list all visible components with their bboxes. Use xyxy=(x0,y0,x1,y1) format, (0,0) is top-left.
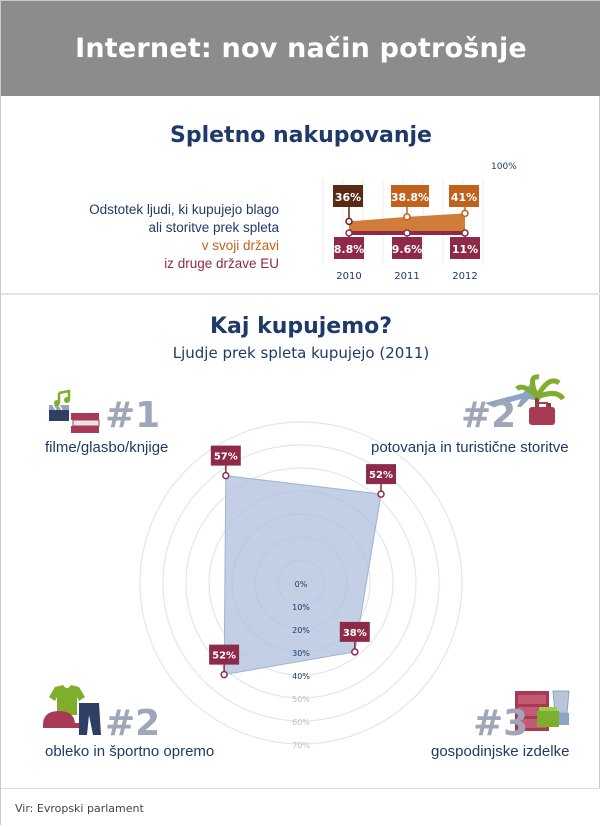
category-label-household: gospodinjske izdelke xyxy=(431,743,570,760)
radar-axis-tick-label: 70% xyxy=(292,741,310,750)
legend-series-own-country: v svoji državi xyxy=(201,238,279,253)
legend-series-other-eu: iz druge države EU xyxy=(164,256,279,271)
area-point-own-country xyxy=(462,210,468,216)
area-x-tick-label: 2012 xyxy=(452,271,478,282)
area-point-other-eu xyxy=(346,230,352,236)
film-music-books-icon xyxy=(47,389,103,437)
rank-2-travel-label: #2 xyxy=(461,395,517,436)
section-title-online-shopping: Spletno nakupovanje xyxy=(170,123,432,148)
area-point-own-country xyxy=(346,218,352,224)
area-value-label-other-eu: 9.6% xyxy=(391,243,423,256)
section-title-what-we-buy: Kaj kupujemo? xyxy=(209,314,393,339)
online-shopping-area-chart xyxy=(1,1,600,301)
area-point-other-eu xyxy=(462,230,468,236)
area-value-label-own-country: 38.8% xyxy=(390,191,430,204)
radar-point xyxy=(223,473,229,479)
radar-axis-tick-label: 20% xyxy=(292,626,310,635)
radar-axis-tick-label: 50% xyxy=(292,695,310,704)
page-title: Internet: nov način potrošnje xyxy=(75,33,527,64)
radar-point xyxy=(221,672,227,678)
area-value-label-own-country: 36% xyxy=(334,191,362,204)
rank-2-clothing-label: #2 xyxy=(105,703,161,744)
radar-axis-tick-label: 0% xyxy=(294,580,308,589)
category-label-travel: potovanja in turistične storitve xyxy=(371,439,569,456)
area-ylim-label: 100% xyxy=(491,162,517,172)
category-label-clothing: obleko in športno opremo xyxy=(45,743,215,760)
radar-axis-tick-label: 30% xyxy=(292,649,310,658)
area-point-other-eu xyxy=(404,230,410,236)
section-subtitle: Ljudje prek spleta kupujejo (2011) xyxy=(172,344,430,362)
area-point-own-country xyxy=(404,214,410,220)
source-note: Vir: Evropski parlament xyxy=(15,802,144,815)
radar-area xyxy=(224,476,381,675)
radar-value-label: 52% xyxy=(212,650,237,662)
footer xyxy=(1,788,600,827)
rank-1-label: #1 xyxy=(105,395,161,436)
area-value-label-other-eu: 11% xyxy=(451,243,479,256)
legend-line-1: Odstotek ljudi, ki kupujejo blago xyxy=(89,202,279,217)
radar-point xyxy=(378,491,384,497)
tshirt-cap-trousers-icon xyxy=(43,685,103,735)
radar-value-label: 38% xyxy=(342,627,367,639)
area-value-label-own-country: 41% xyxy=(450,191,478,204)
area-x-tick-label: 2010 xyxy=(336,271,362,282)
radar-axis-tick-label: 10% xyxy=(292,603,310,612)
radar-axis-tick-label: 60% xyxy=(292,718,310,727)
legend-line-2: ali storitve prek spleta xyxy=(148,220,279,235)
radar-value-label: 57% xyxy=(213,451,238,463)
radar-point xyxy=(352,649,358,655)
radar-value-label: 52% xyxy=(369,470,393,482)
rank-3-label: #3 xyxy=(473,703,529,744)
category-label-films: filme/glasbo/knjige xyxy=(45,439,169,456)
area-value-label-other-eu: 8.8% xyxy=(333,243,365,256)
radar-axis-tick-label: 40% xyxy=(292,672,310,681)
section-divider xyxy=(1,293,600,295)
area-x-tick-label: 2011 xyxy=(394,271,420,282)
